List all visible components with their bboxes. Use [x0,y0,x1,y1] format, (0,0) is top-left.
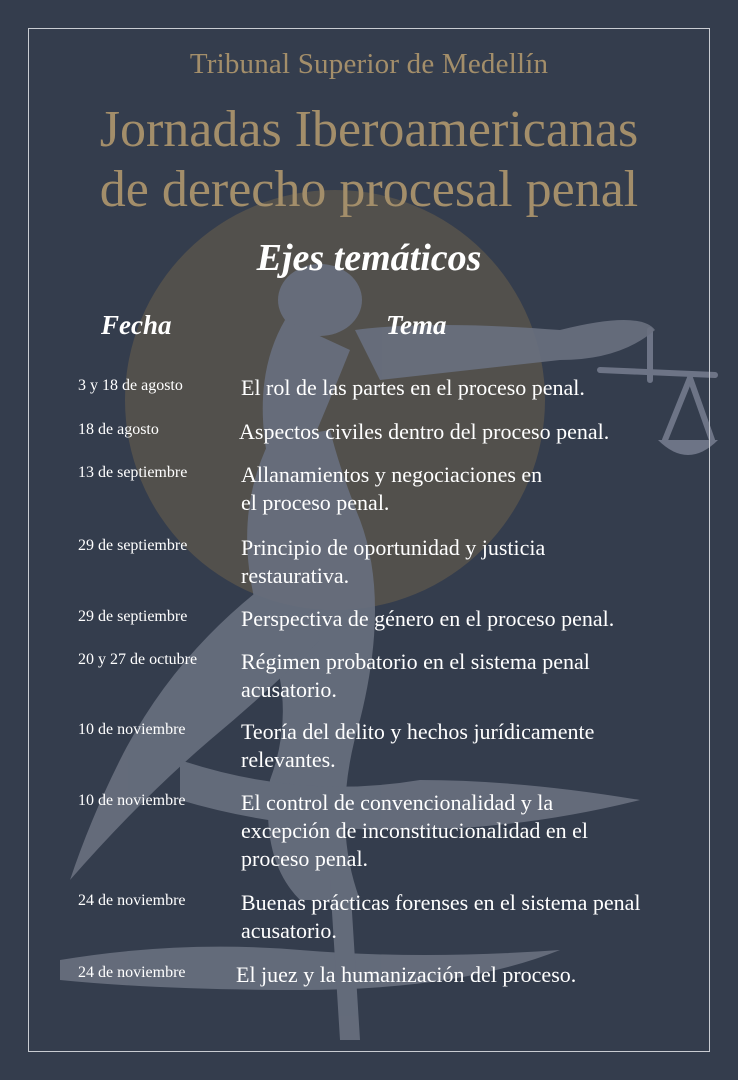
row-topic: El juez y la humanización del proceso. [236,962,577,987]
row-topic: Buenas prácticas forenses en el sistema penal acusatorio. [241,890,641,943]
row-date: 24 de noviembre [78,964,186,981]
row-topic: Perspectiva de género en el proceso penal. [241,606,615,631]
row-topic: Teoría del delito y hechos jurídicamente relevantes. [241,719,595,772]
institution-name: Tribunal Superior de Medellín [189,48,549,80]
event-title [0,100,738,220]
row-date: 29 de septiembre [78,537,188,554]
section-title: Ejes temáticos [256,237,482,279]
row-topic: Régimen probatorio en el sistema penal acusatorio. [241,649,590,702]
row-topic: Principio de oportunidad y justicia restaurativa. [241,535,546,588]
row-date: 24 de noviembre [78,892,186,909]
row-date: 20 y 27 de octubre [78,651,198,668]
row-topic: Allanamientos y negociaciones en el proceso penal. [241,462,543,515]
event-title-line-1: Jornadas Iberoamericanas [99,101,639,158]
row-date: 18 de agosto [78,421,159,438]
column-header-fecha: Fecha [101,310,172,340]
column-header-tema: Tema [386,310,447,340]
event-title-line-2: de derecho procesal penal [99,161,639,218]
row-date: 10 de noviembre [78,792,186,809]
row-date: 29 de septiembre [78,608,188,625]
row-topic: El control de convencionalidad y la excepción de inconstitucionalidad en el proceso penal. [241,790,588,871]
row-topic: Aspectos civiles dentro del proceso penal. [239,419,610,444]
row-date: 3 y 18 de agosto [78,377,183,394]
row-date: 13 de septiembre [78,464,188,481]
row-topic: El rol de las partes en el proceso penal. [241,375,585,400]
row-date: 10 de noviembre [78,721,186,738]
